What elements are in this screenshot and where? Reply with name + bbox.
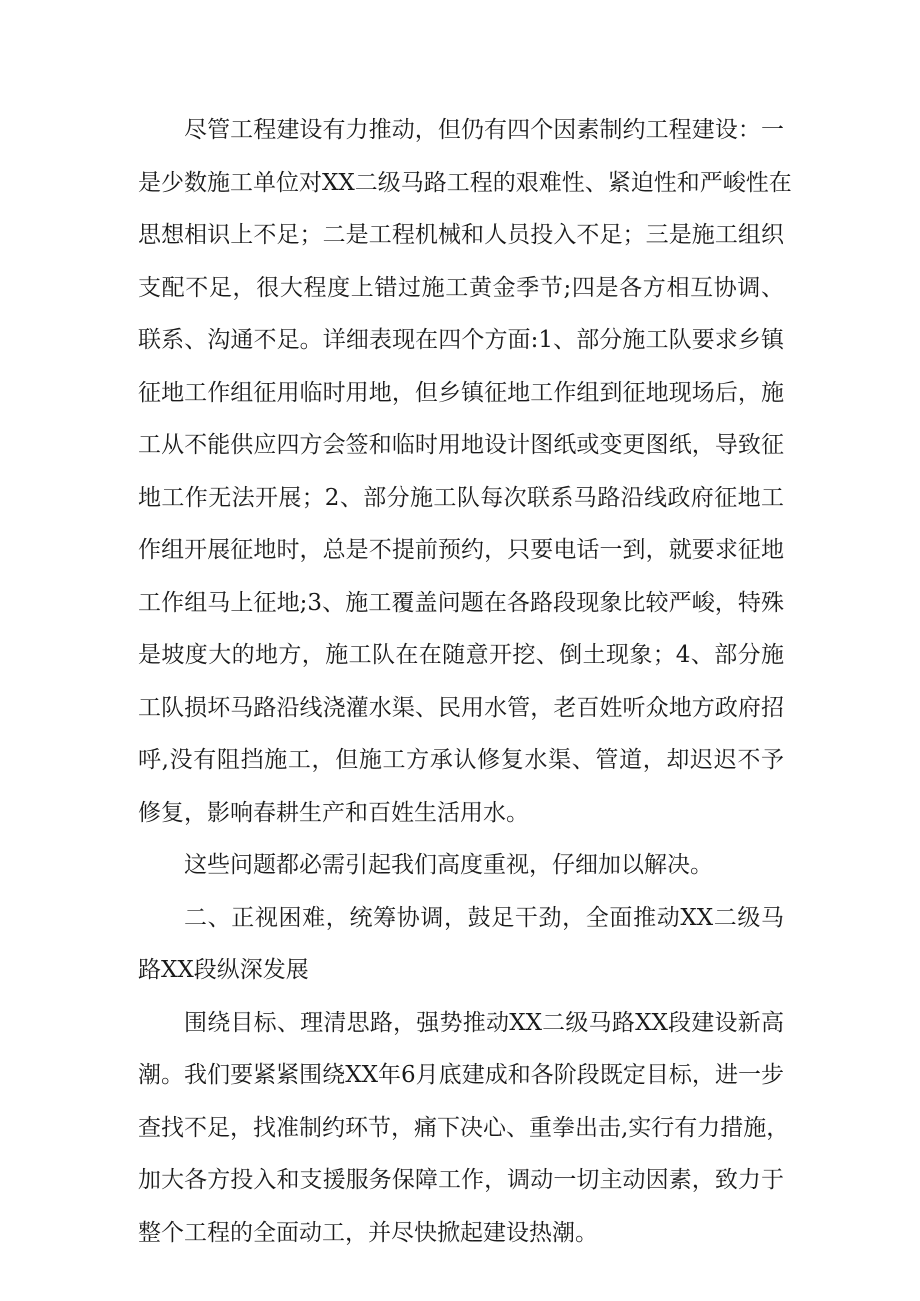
text-line: 思想相识上不足；二是工程机械和人员投入不足；三是施工组织: [138, 222, 784, 248]
text-line: 工作组马上征地;3、施工覆盖问题在各路段现象比较严峻，特殊: [138, 589, 784, 616]
text-line: 尽管工程建设有力推动，但仍有四个因素制约工程建设：一: [184, 117, 784, 143]
text-line: 是坡度大的地方，施工队在在随意开挖、倒土现象；4、部分施: [138, 642, 784, 668]
text-line: 这些问题都必需引起我们高度重视，仔细加以解决。: [184, 852, 713, 878]
text-line: 呼,没有阻挡施工，但施工方承认修复水渠、管道，却迟迟不予: [138, 747, 784, 773]
text-line: 查找不足，找准制约环节，痛下决心、重拳出击,实行有力措施，: [138, 1114, 790, 1141]
paragraph-conclusion: [138, 839, 784, 892]
text-line: 工从不能供应四方会签和临时用地设计图纸或变更图纸，导致征: [138, 432, 784, 458]
text-line: 整个工程的全面动工，并尽快掀起建设热潮。: [138, 1219, 598, 1246]
text-line: 围绕目标、理清思路，强势推动XX二级马路XX段建设新高: [184, 1009, 784, 1036]
text-line: 是少数施工单位对XX二级马路工程的艰难性、紧迫性和严峻性在: [138, 169, 792, 196]
text-line: 联系、沟通不足。详细表现在四个方面:1、部分施工队要求乡镇: [138, 327, 784, 353]
document-body: [138, 104, 792, 1259]
text-line: 二、正视困难，统筹协调，鼓足干劲，全面推动XX二级马: [184, 904, 784, 931]
text-line: 潮。我们要紧紧围绕XX年6月底建成和各阶段既定目标，进一步: [138, 1062, 784, 1088]
paragraph-problems: [138, 104, 792, 839]
text-line: 作组开展征地时，总是不提前预约，只要电话一到，就要求征地: [138, 537, 784, 563]
section-heading: [138, 892, 784, 997]
paragraph-goals: [138, 997, 790, 1260]
text-line: 路XX段纵深发展: [138, 957, 309, 983]
text-line: 修复，影响春耕生产和百姓生活用水。: [138, 799, 529, 826]
text-line: 支配不足，很大程度上错过施工黄金季节;四是各方相互协调、: [138, 274, 784, 301]
text-line: 加大各方投入和支援服务保障工作，调动一切主动因素，致力于: [138, 1167, 784, 1193]
text-line: 征地工作组征用临时用地，但乡镇征地工作组到征地现场后，施: [138, 379, 784, 406]
text-line: 地工作无法开展；2、部分施工队每次联系马路沿线政府征地工: [138, 484, 784, 511]
text-line: 工队损坏马路沿线浇灌水渠、民用水管，老百姓听众地方政府招: [138, 694, 784, 721]
